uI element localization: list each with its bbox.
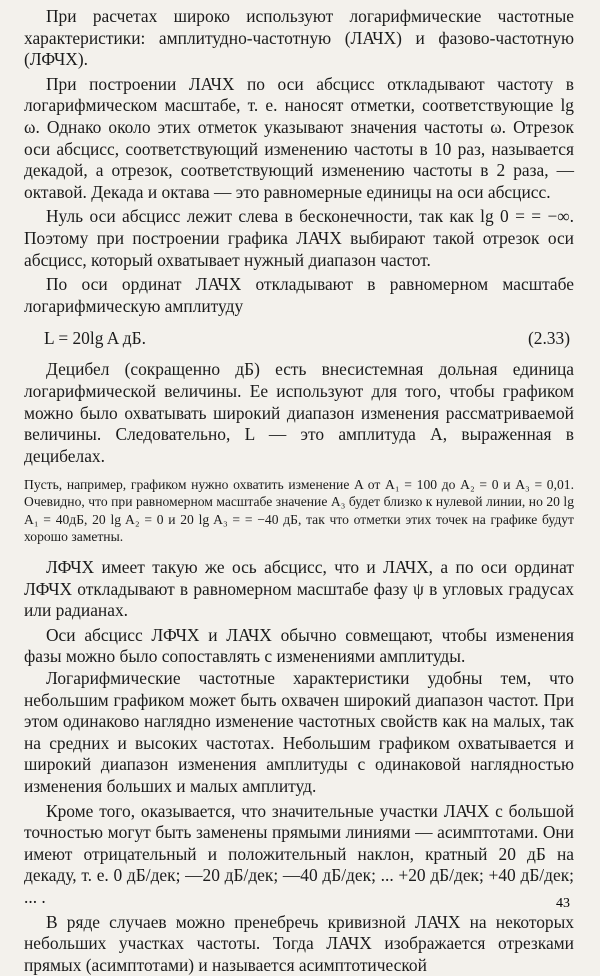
paragraph-10: Кроме того, оказывается, что значительные участки ЛАЧХ с большой точностью могут быть заменены прямыми линиями — асимптотами. Они имеют отрицательный и положительный наклон, кратный 20 дБ на декаду, т. е. 0 дБ/дек; —20 дБ/дек; —40 дБ/дек; ... +20 дБ/дек; +40 дБ/дек; ... . (24, 800, 574, 907)
formula-expression: L = 20lg A дБ. (44, 328, 146, 349)
paragraph-8: Оси абсцисс ЛФЧХ и ЛАЧХ обычно совмещают, чтобы изменения фазы можно было сопоставлять с изменениями амплитуды. (24, 624, 574, 667)
formula-number: (2.33) (527, 328, 570, 349)
page-number: 43 (556, 896, 570, 911)
paragraph-11: В ряде случаев можно пренебречь кривизной ЛАЧХ на некоторых небольших участках частоты. Тогда ЛАЧХ изображается отрезками прямых (асимптотами) и называется асимптотической (24, 911, 574, 975)
example-note: Пусть, например, графиком нужно охватить изменение A от A₁ = 100 до A₂ = 0 и A₃ = 0,01. Очевидно, что при равномерном масштабе значение A₃ будет близко к нулевой линии, но 20 lg A₁ = 40дБ, 20 lg A₂ = 0 и 20 lg A₃ = = −40 дБ, так что отметки этих точек на графике будут хорошо заметны. (24, 477, 574, 544)
paragraph-7: ЛФЧХ имеет такую же ось абсцисс, что и ЛАЧХ, а по оси ординат ЛФЧХ откладывают в равномерном масштабе фазу ψ в угловых градусах или радианах. (24, 557, 574, 621)
paragraph-3: Нуль оси абсцисс лежит слева в бесконечности, так как lg 0 = = −∞. Поэтому при построении графика ЛАЧХ выбирают такой отрезок оси абсцисс, который охватывает нужный диапазон частот. (24, 206, 574, 270)
paragraph-4: По оси ординат ЛАЧХ откладывают в равномерном масштабе логарифмическую амплитуду (24, 274, 574, 316)
paragraph-5: Децибел (сокращенно дБ) есть внесистемная дольная единица логарифмической величины. Ее используют для того, чтобы графиком можно было охватывать широкий диапазон изменения рассматриваемой величины. Следовательно, L — это амплитуда A, выраженная в децибелах. (24, 359, 574, 466)
formula-2-33 (24, 323, 574, 353)
paragraph-9: Логарифмические частотные характеристики удобны тем, что небольшим графиком может быть охвачен широкий диапазон частот. При этом одинаково наглядно изменение частотных свойств как на малых, так на средних и высоких частотах. Небольшим графиком охватывается и широкий диапазон изменения амплитуды с одинаковой наглядностью изменения больших и малых амплитуд. (24, 668, 574, 797)
paragraph-2: При построении ЛАЧХ по оси абсцисс откладывают частоту в логарифмическом масштабе, т. е. наносят отметки, соответствующие lg ω. Однако около этих отметок указывают значения частоты ω. Отрезок оси абсцисс, соответствующий изменению частоты в 10 раз, называется декадой, а отрезок, соответствующий изменению частоты в 2 раза, — октавой. Декада и октава — это равномерные единицы на оси абсцисс. (24, 73, 574, 202)
paragraph-1: При расчетах широко используют логарифмические частотные характеристики: амплитудно-частотную (ЛАЧХ) и фазово-частотную (ЛФЧХ). (24, 6, 574, 70)
